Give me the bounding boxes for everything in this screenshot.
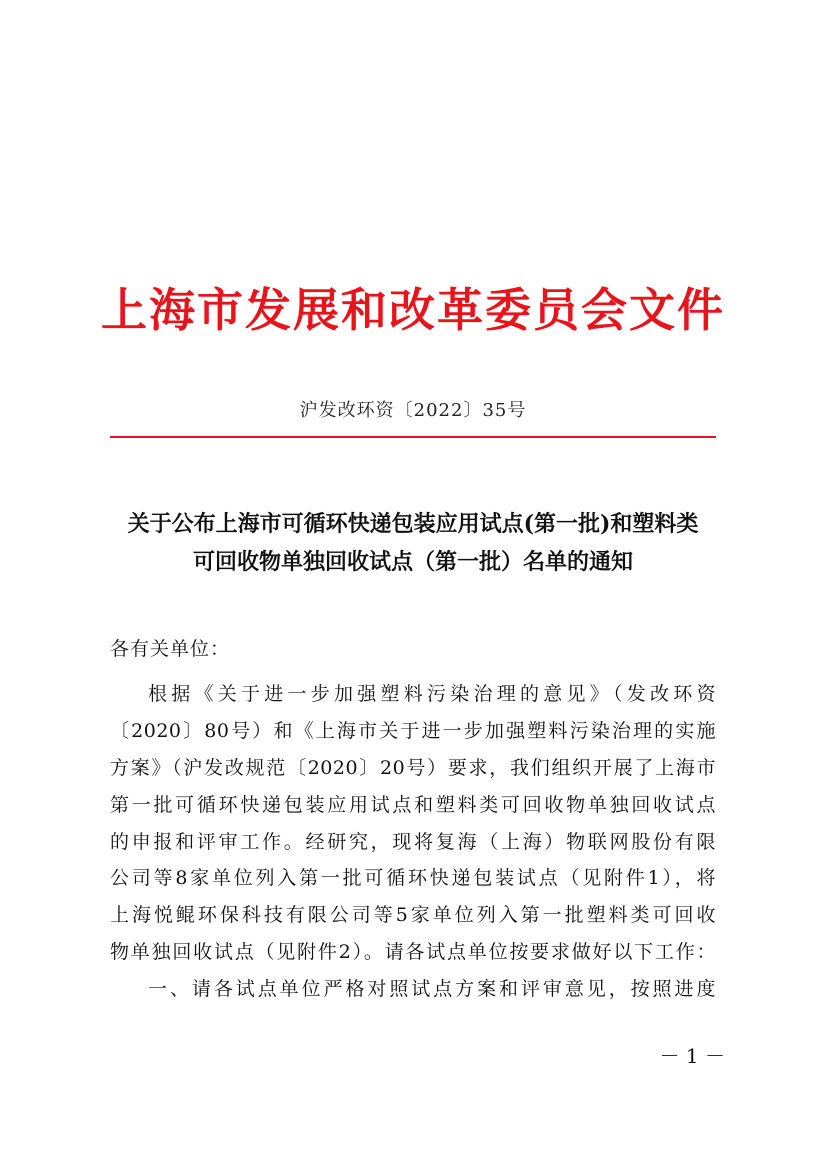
- body-line: 方案》（沪发改规范〔2020〕20号）要求，我们组织开展了上海市: [110, 756, 716, 779]
- body-line: 一、请各试点单位严格对照试点方案和评审意见，按照进度: [148, 978, 716, 1001]
- notice-title-line-1: 关于公布上海市可循环快递包装应用试点(第一批)和塑料类: [127, 511, 699, 537]
- body-line: 上海悦鲲环保科技有限公司等5家单位列入第一批塑料类可回收: [110, 904, 716, 927]
- body-line: 物单独回收试点（见附件2）。请各试点单位按要求做好以下工作：: [110, 941, 716, 964]
- body-line: 〔2020〕80号）和《上海市关于进一步加强塑料污染治理的实施: [110, 719, 716, 742]
- salutation: 各有关单位：: [110, 638, 231, 660]
- body-line: 的申报和评审工作。经研究，现将复海（上海）物联网股份有限: [110, 830, 716, 853]
- notice-title: [96, 505, 730, 581]
- body-paragraph: [110, 676, 716, 1008]
- body-line: 第一批可循环快递包装应用试点和塑料类可回收物单独回收试点: [110, 793, 716, 816]
- page-number: － 1 －: [659, 1044, 725, 1068]
- notice-title-line-2: 可回收物单独回收试点（第一批）名单的通知: [192, 549, 633, 575]
- body-line: 公司等8家单位列入第一批可循环快递包装试点（见附件1），将: [110, 867, 716, 890]
- agency-header-title: 上海市发展和改革委员会文件: [101, 283, 725, 337]
- document-number: 沪发改环资〔2022〕35号: [299, 400, 527, 421]
- red-divider-line: [110, 436, 716, 438]
- body-line: 根据《关于进一步加强塑料污染治理的意见》（发改环资: [148, 683, 716, 705]
